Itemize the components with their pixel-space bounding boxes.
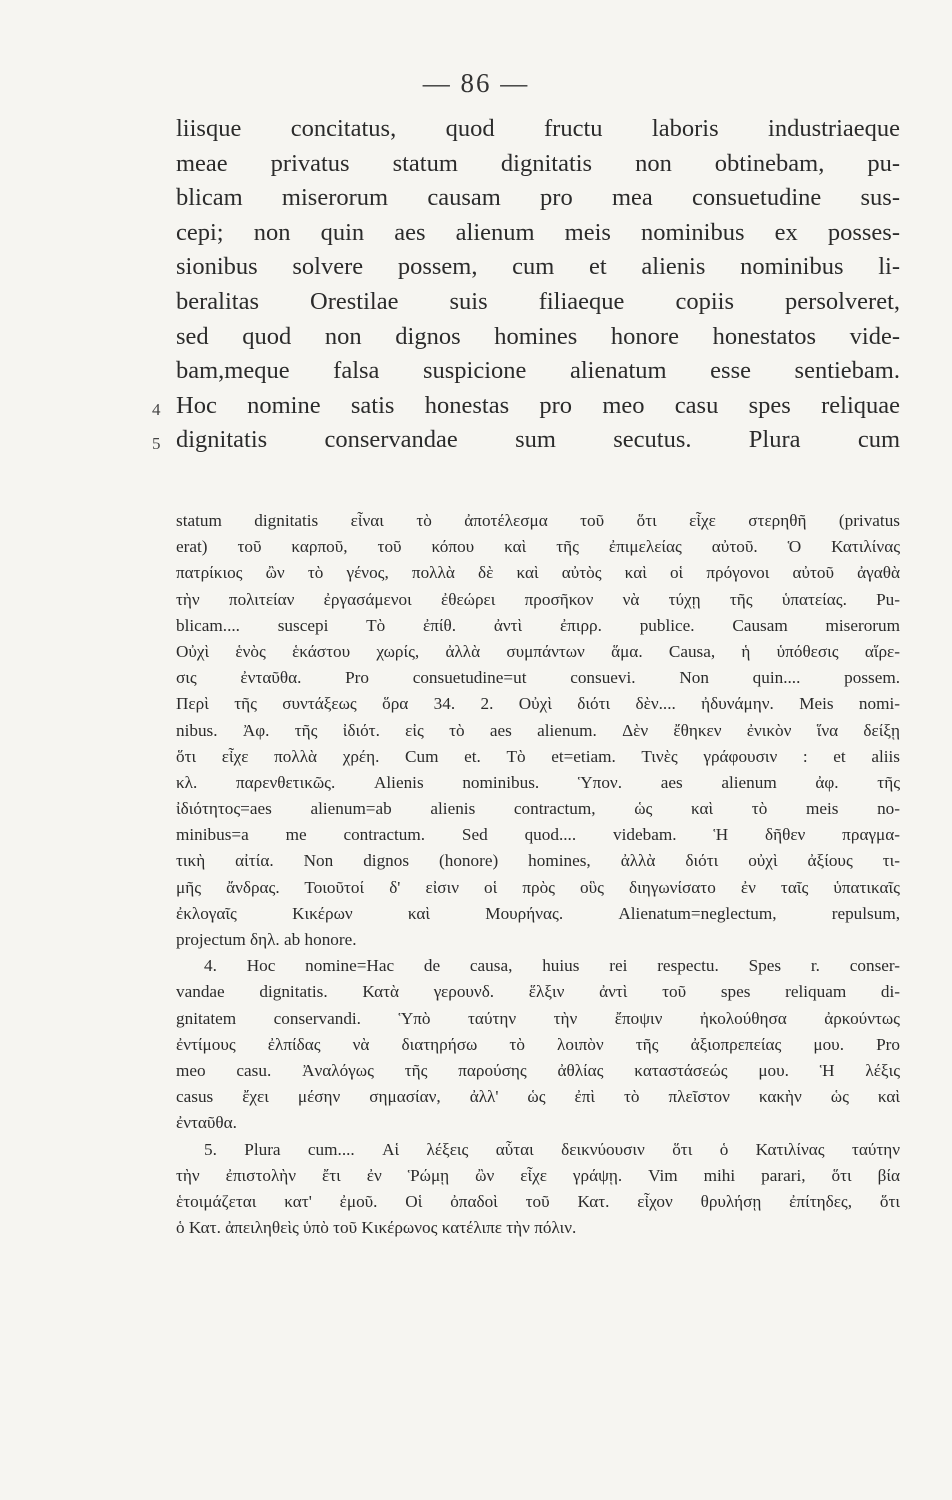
- main-line: [152, 423, 900, 458]
- main-line: [152, 389, 900, 424]
- main-line-text: dignitatis conservandae sum secutus. Plura cum: [176, 426, 900, 454]
- main-line: [176, 112, 900, 147]
- page-number: — 86 —: [422, 68, 530, 98]
- main-line-text: Hoc nomine satis honestas pro meo casu spes reliquae: [176, 391, 900, 419]
- note-line: ἰδιότητος=aes alienum=ab alienis contractum, ὡς καὶ τὸ meis no-: [176, 799, 900, 819]
- note-line: ἐντίμους ἐλπίδας νὰ διατηρήσω τὸ λοιπὸν τῆς ἀξιοπρεπείας μου. Pro: [176, 1034, 900, 1054]
- note-line: Οὐχὶ ἑνὸς ἑκάστου χωρίς, ἀλλὰ συμπάντων ἅμα. Causa, ἡ ὑπόθεσις αἵρε-: [176, 641, 900, 661]
- note-line: vandae dignitatis. Κατὰ γερουνδ. ἕλξιν ἀντὶ τοῦ spes reliquam di-: [176, 982, 900, 1002]
- main-line: [176, 147, 900, 182]
- note-line: ὁ Κατ. ἀπειληθεὶς ὑπὸ τοῦ Κικέρωνος κατέλιπε τὴν πόλιν.: [176, 1218, 577, 1238]
- commentary-notes: [176, 508, 900, 1241]
- main-line-text: sionibus solvere possem, cum et alienis nominibus li-: [176, 253, 900, 281]
- main-line: [176, 250, 900, 285]
- main-line-text: beralitas Orestilae suis filiaeque copiis persolveret,: [176, 287, 900, 315]
- note-line: κλ. παρενθετικῶς. Alienis nominibus. Ὑπον. aes alienum ἀφ. τῆς: [176, 772, 900, 792]
- main-line-text: cepi; non quin aes alienum meis nominibus ex posses-: [176, 218, 900, 246]
- note-line: ἑτοιμάζεται κατ' ἐμοῦ. Οἱ ὀπαδοὶ τοῦ Κατ. εἶχον θρυλήσῃ ἐπίτηδες, ὅτι: [176, 1191, 900, 1211]
- note-line: gnitatem conservandi. Ὑπὸ ταύτην τὴν ἔποψιν ἠκολούθησα ἀρκούντως: [176, 1008, 900, 1028]
- note-line: τικὴ αἰτία. Non dignos (honore) homines, ἀλλὰ διότι οὐχὶ ἀξίους τι-: [176, 851, 900, 871]
- note-line: σις ἐνταῦθα. Pro consuetudine=ut consuevi. Non quin.... possem.: [176, 668, 900, 688]
- note-line: meo casu. Ἀναλόγως τῆς παρούσης ἀθλίας καταστάσεώς μου. Ἡ λέξις: [176, 1060, 900, 1080]
- main-line: [176, 320, 900, 355]
- main-line: [176, 216, 900, 251]
- note-line: minibus=a me contractum. Sed quod.... videbam. Ἡ δῆθεν πραγμα-: [176, 825, 900, 845]
- note-line: πατρίκιος ὢν τὸ γένος, πολλὰ δὲ καὶ αὐτὸς καὶ οἱ πρόγονοι αὐτοῦ ἀγαθὰ: [176, 563, 900, 583]
- main-line-text: bam,meque falsa suspicione alienatum esse sentiebam.: [176, 357, 900, 385]
- note-line: τὴν ἐπιστολὴν ἔτι ἐν Ῥώμῃ ὢν εἶχε γράψῃ. Vim mihi parari, ὅτι βία: [176, 1165, 900, 1185]
- note-line: statum dignitatis εἶναι τὸ ἀποτέλεσμα τοῦ ὅτι εἶχε στερηθῆ (privatus: [176, 511, 900, 530]
- note-line: τὴν πολιτείαν ἐργασάμενοι ἐθεώρει προσῆκον νὰ τύχῃ τῆς ὑπατείας. Pu-: [176, 589, 900, 609]
- main-text: [152, 112, 900, 458]
- note-line: ἐκλογαῖς Κικέρων καὶ Μουρήνας. Alienatum=neglectum, repulsum,: [176, 903, 900, 923]
- note-line: blicam.... suscepi Τὸ ἐπίθ. ἀντὶ ἐπιρρ. publice. Causam miserorum: [176, 615, 900, 635]
- note-line: casus ἔχει μέσην σημασίαν, ἀλλ' ὡς ἐπὶ τὸ πλεῖστον κακὴν ὡς καὶ: [176, 1087, 900, 1107]
- note-line: Περὶ τῆς συντάξεως ὅρα 34. 2. Οὐχὶ διότι δὲν.... ἠδυνάμην. Meis nomi-: [176, 694, 900, 714]
- note-line: μῆς ἄνδρας. Τοιοῦτοί δ' εἰσιν οἱ πρὸς οὓς διηγωνίσατο ἐν ταῖς ὑπατικαῖς: [176, 877, 900, 897]
- main-line-text: meae privatus statum dignitatis non obtinebam, pu-: [176, 149, 900, 177]
- note-line: erat) τοῦ καρποῦ, τοῦ κόπου καὶ τῆς ἐπιμελείας αὐτοῦ. Ὁ Κατιλίνας: [176, 537, 900, 557]
- main-line-text: blicam miserorum causam pro mea consuetudine sus-: [176, 184, 900, 212]
- note-line: 5. Plura cum.... Αἱ λέξεις αὗται δεικνύουσιν ὅτι ὁ Κατιλίνας ταύτην: [204, 1139, 900, 1159]
- main-line-text: sed quod non dignos homines honore honestatos vide-: [176, 322, 900, 350]
- main-line: [176, 285, 900, 320]
- note-line: ὅτι εἶχε πολλὰ χρέη. Cum et. Τὸ et=etiam. Τινὲς γράφουσιν : et aliis: [176, 746, 900, 766]
- note-line: projectum δηλ. ab honore.: [176, 930, 357, 949]
- margin-number: 5: [152, 434, 161, 454]
- main-line: [176, 354, 900, 389]
- margin-number: 4: [152, 399, 161, 419]
- note-line: ἐνταῦθα.: [176, 1113, 237, 1133]
- note-line: 4. Hoc nomine=Hac de causa, huius rei respectu. Spes r. conser-: [204, 956, 900, 976]
- note-line: nibus. Ἀφ. τῆς ἰδιότ. εἰς τὸ aes alienum. Δὲν ἔθηκεν ἐνικὸν ἵνα δείξῃ: [176, 720, 900, 740]
- main-line: [176, 181, 900, 216]
- main-line-text: liisque concitatus, quod fructu laboris industriaeque: [176, 115, 900, 142]
